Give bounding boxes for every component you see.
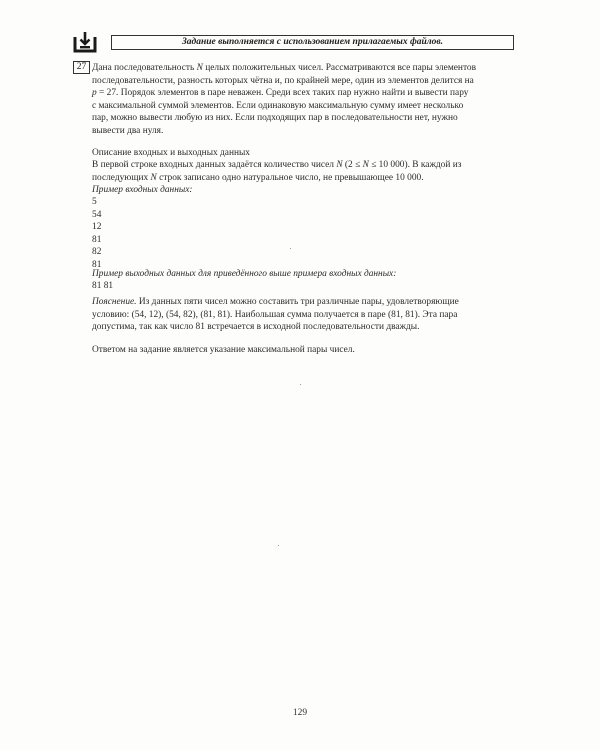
explanation	[92, 296, 514, 334]
io-line	[92, 172, 514, 185]
scan-speck	[290, 248, 291, 249]
input-example-line: 54	[92, 209, 102, 220]
output-example-label: Пример выходных данных для приведённого выше примера входных данных:	[92, 269, 397, 279]
io-description	[92, 159, 514, 184]
io-heading: Описание входных и выходных данных	[92, 148, 250, 158]
input-example-line: 12	[92, 222, 102, 233]
statement-fragment: целых положительных чисел. Рассматриваются все пары элементов	[202, 63, 477, 73]
explanation-line: условию: (54, 12), (54, 82), (81, 81). Наибольшая сумма получается в паре (81, 81). Эта пара	[92, 309, 458, 320]
files-required-banner: Задание выполняется с использованием прилагаемых файлов.	[111, 35, 514, 50]
task-statement	[92, 62, 514, 138]
input-example-line: 5	[92, 197, 97, 207]
input-example	[92, 196, 514, 272]
task-number-box: 27	[73, 61, 90, 74]
explanation-line	[92, 296, 514, 309]
variable-p: p	[92, 88, 97, 99]
output-example: 81 81	[92, 281, 114, 291]
statement-line: вывести два нуля.	[92, 125, 164, 136]
statement-line	[92, 62, 514, 75]
statement-fragment: Дана последовательность	[92, 63, 197, 73]
explanation-line: допустима, так как число 81 встречается в исходной последовательности дважды.	[92, 322, 420, 333]
scan-speck	[278, 545, 279, 546]
explanation-fragment: Из данных пяти чисел можно составить три различные пары, удовлетворяющие	[138, 297, 459, 307]
statement-line	[92, 87, 514, 100]
io-fragment: последующих	[92, 172, 151, 183]
explanation-label: Пояснение.	[92, 297, 137, 307]
io-fragment: В первой строке входных данных задаётся количество чисел	[92, 160, 337, 170]
page-number: 129	[292, 708, 308, 718]
answer-note: Ответом на задание является указание максимальной пары чисел.	[92, 345, 355, 355]
statement-line: последовательности, разность которых чётна и, по крайней мере, один из элементов делится на	[92, 75, 474, 86]
variable-n: N	[362, 160, 369, 170]
io-line	[92, 159, 514, 172]
io-fragment: (2 ≤	[342, 160, 363, 170]
download-file-icon	[72, 30, 98, 54]
io-fragment: строк записано одно натуральное число, не превышающее 10 000.	[156, 172, 424, 183]
variable-n: N	[150, 172, 157, 183]
variable-n: N	[196, 63, 203, 73]
input-example-line: 81	[92, 234, 102, 245]
statement-line: пар, можно вывести любую из них. Если подходящих пар в последовательности нет, нужно	[92, 113, 458, 124]
input-example-line: 81	[92, 259, 102, 270]
variable-n: N	[336, 160, 343, 170]
statement-fragment: = 27. Порядок элементов в паре неважен. Среди всех таких пар нужно найти и вывести пару	[96, 88, 469, 99]
scan-speck	[300, 384, 301, 385]
io-fragment: ≤ 10 000). В каждой из	[368, 160, 462, 170]
input-example-line: 82	[92, 247, 102, 258]
statement-line: с максимальной суммой элементов. Если одинаковую максимальную сумму имеет несколько	[92, 100, 464, 111]
input-example-label: Пример входных данных:	[92, 185, 193, 195]
